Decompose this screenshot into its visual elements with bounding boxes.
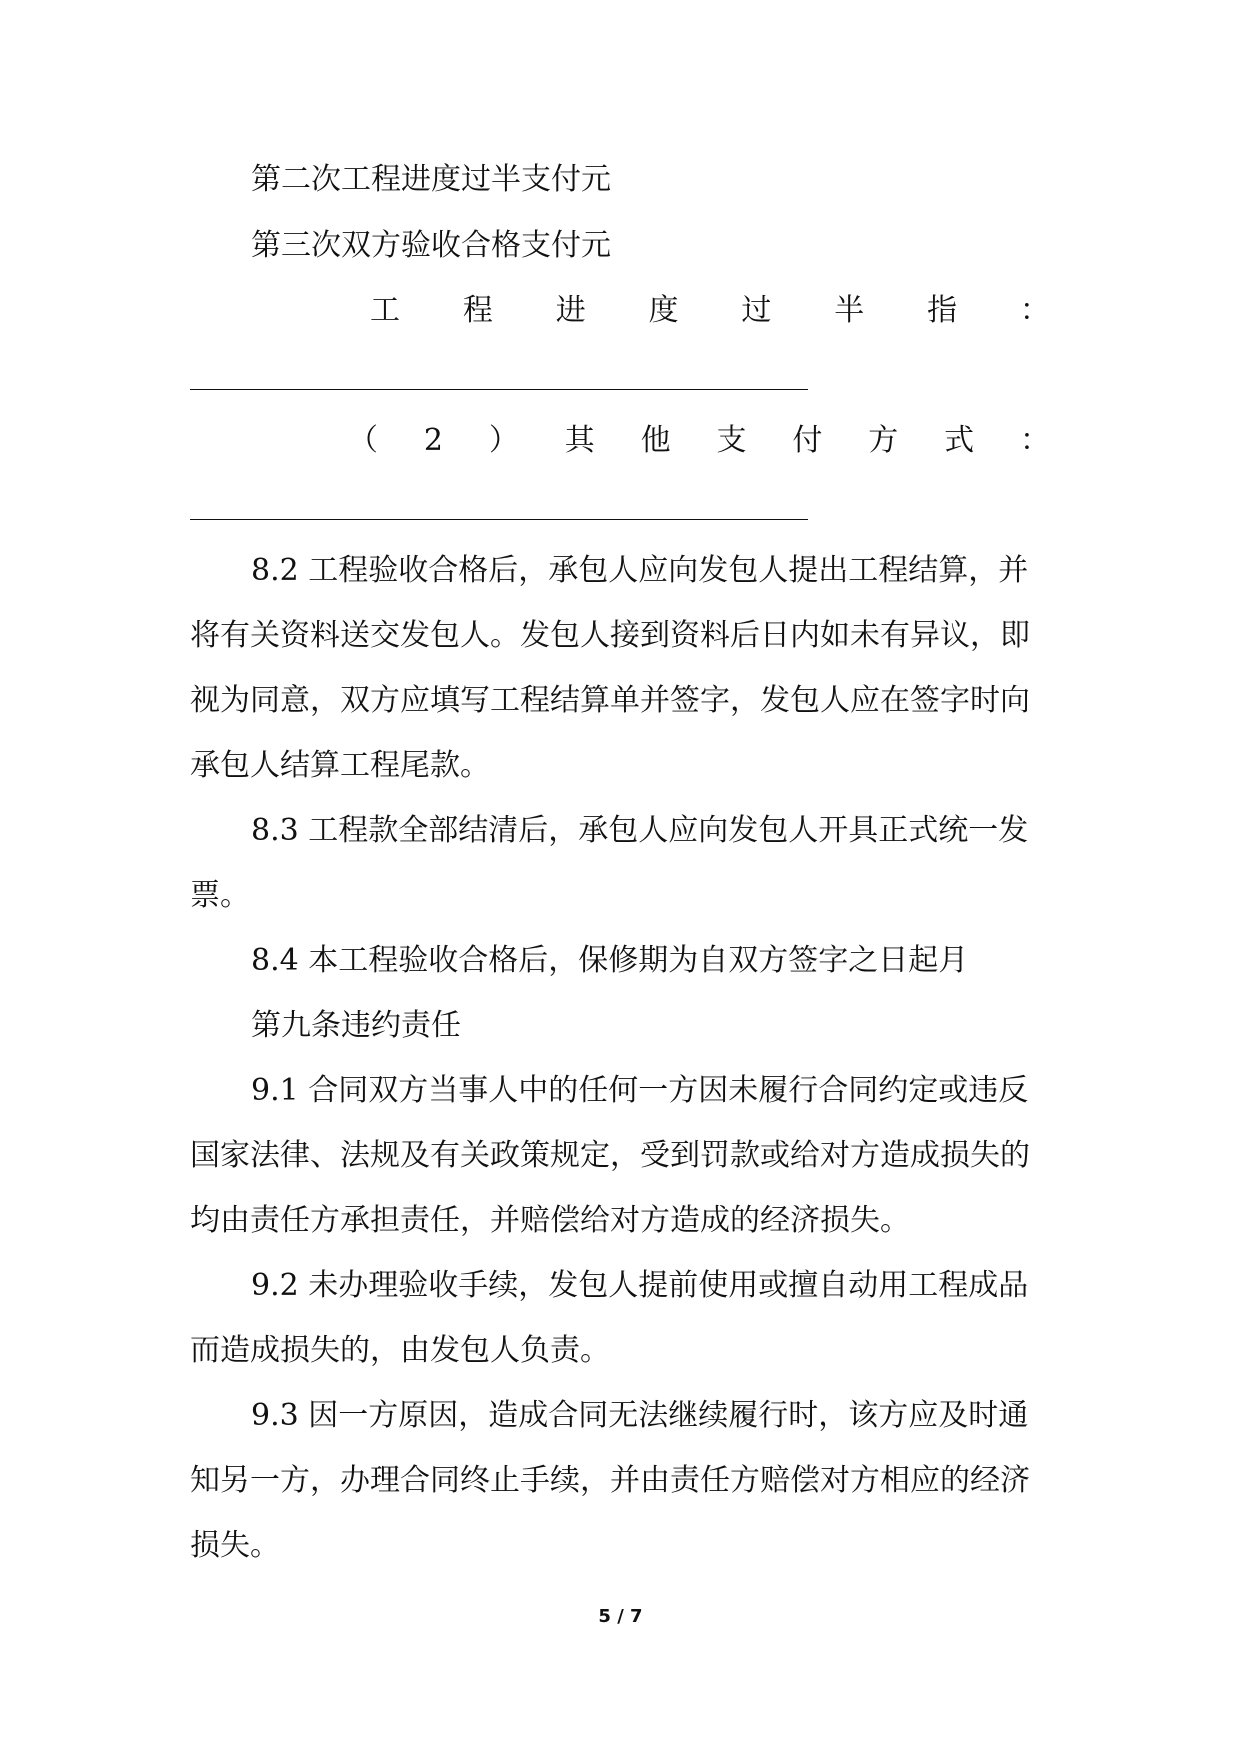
clause-8-3-line-2: 票。 [190,878,250,913]
spread-char: 他 [640,423,671,458]
clause-9-3-line-2: 知另一方，办理合同终止手续，并由责任方赔偿对方相应的经济 [190,1463,1030,1498]
clause-8-4: 8.4 本工程验收合格后，保修期为自双方签字之日起月 [251,943,969,978]
clause-9-1-line-2: 国家法律、法规及有关政策规定，受到罚款或给对方造成损失的 [190,1138,1030,1173]
spread-char: 程 [462,293,493,328]
spread-char: 2 [423,423,443,458]
spread-char: 支 [716,423,747,458]
article-9-title: 第九条违约责任 [251,1008,461,1043]
clause-9-1-line-3: 均由责任方承担责任，并赔偿给对方造成的经济损失。 [190,1203,910,1238]
spread-char: 式 [944,423,975,458]
spread-char: 方 [868,423,899,458]
spread-char: 指 [927,293,958,328]
clause-8-2-line-3: 视为同意，双方应填写工程结算单并签字，发包人应在签字时向 [190,683,1030,718]
spread-char: ） [488,423,519,458]
other-payment-label [348,421,1050,461]
spread-char: 工 [370,293,400,328]
page-number: 5 / 7 [598,1606,643,1627]
clause-9-1-line-1: 9.1 合同双方当事人中的任何一方因未履行合同约定或违反 [251,1073,1029,1108]
clause-9-2-line-2: 而造成损失的，由发包人负责。 [190,1333,610,1368]
spread-char: ： [1019,423,1050,458]
clause-8-2-line-2: 将有关资料送交发包人。发包人接到资料后日内如未有异议，即 [190,618,1030,653]
fill-in-rule-2 [190,519,808,520]
progress-definition-label [370,291,1050,331]
spread-char: 度 [648,293,679,328]
clause-8-2-line-1: 8.2 工程验收合格后，承包人应向发包人提出工程结算，并 [251,553,1029,588]
spread-char: （ [348,423,378,458]
clause-9-2-line-1: 9.2 未办理验收手续，发包人提前使用或擅自动用工程成品 [251,1268,1029,1303]
clause-8-2-line-4: 承包人结算工程尾款。 [190,748,490,783]
spread-char: 其 [564,423,595,458]
spread-char: 过 [741,293,772,328]
clause-9-3-line-1: 9.3 因一方原因，造成合同无法继续履行时，该方应及时通 [251,1398,1029,1433]
payment-third: 第三次双方验收合格支付元 [251,228,611,263]
payment-second: 第二次工程进度过半支付元 [251,162,611,197]
spread-char: ： [1019,293,1050,328]
clause-9-3-line-3: 损失。 [190,1528,280,1563]
spread-char: 进 [555,293,586,328]
spread-char: 半 [834,293,865,328]
clause-8-3-line-1: 8.3 工程款全部结清后，承包人应向发包人开具正式统一发 [251,813,1029,848]
fill-in-rule-1 [190,389,808,390]
spread-char: 付 [792,423,823,458]
